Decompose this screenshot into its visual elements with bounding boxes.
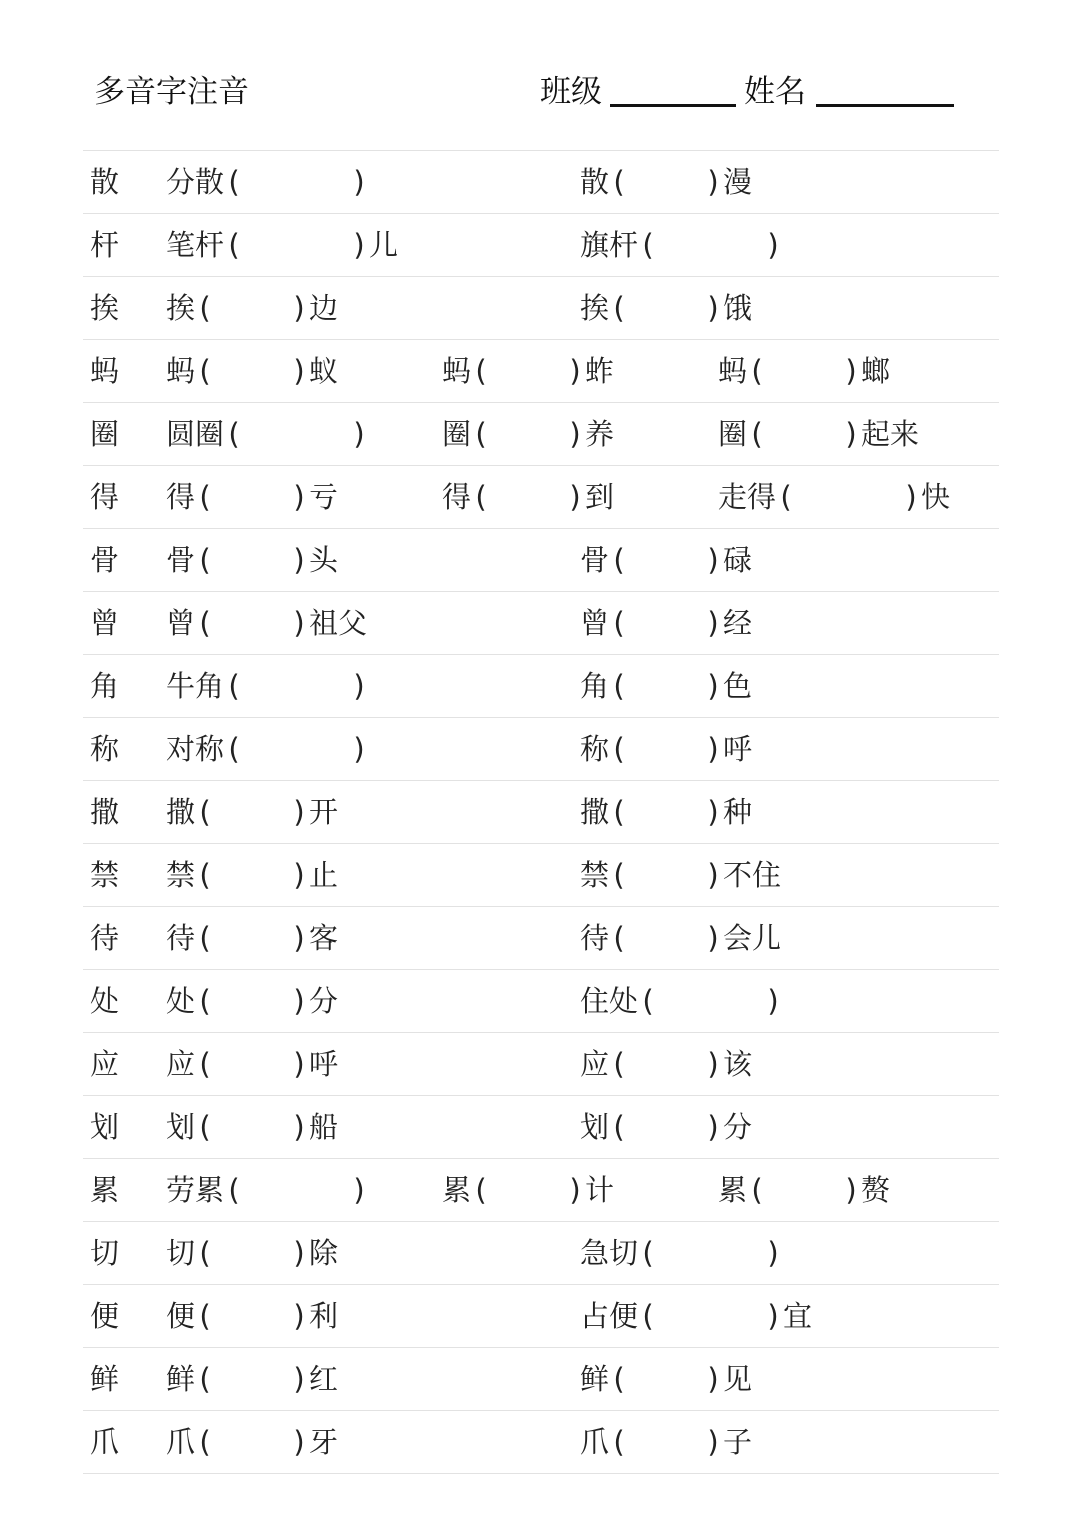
- phrase-suffix: 宜: [783, 1299, 813, 1333]
- phrase-suffix: 该: [723, 1047, 753, 1081]
- class-label: 班级: [540, 74, 602, 110]
- phrase-suffix: 色: [723, 669, 753, 703]
- phrase-prefix: 骨: [580, 543, 610, 577]
- row-character: 杆: [90, 228, 120, 262]
- phrase-item: 蚂 ( ) 蚁: [166, 354, 339, 388]
- table-row: [83, 1033, 999, 1096]
- phrase-prefix: 走得: [718, 480, 777, 514]
- phrase-prefix: 分散: [166, 165, 225, 199]
- phrase-item: 旗杆 ( ): [580, 228, 779, 262]
- phrase-item: 累 ( ) 计: [442, 1173, 615, 1207]
- phrase-item: 撒 ( ) 种: [580, 795, 753, 829]
- phrase-prefix: 曾: [580, 606, 610, 640]
- phrase-prefix: 待: [166, 921, 196, 955]
- phrase-item: 切 ( ) 除: [166, 1236, 339, 1270]
- phrase-prefix: 鲜: [166, 1362, 196, 1396]
- table-row: [83, 403, 999, 466]
- phrase-suffix: 儿: [369, 228, 399, 262]
- row-character: 待: [90, 921, 120, 955]
- row-character: 划: [90, 1110, 120, 1144]
- phrase-item: 圆圈 ( ): [166, 417, 365, 451]
- phrase-prefix: 急切: [580, 1236, 639, 1270]
- phrase-item: 圈 ( ) 起来: [718, 417, 920, 451]
- phrase-prefix: 应: [580, 1047, 610, 1081]
- phrase-item: 累 ( ) 赘: [718, 1173, 891, 1207]
- phrase-prefix: 得: [442, 480, 472, 514]
- phrase-item: 挨 ( ) 饿: [580, 291, 753, 325]
- table-row: [83, 1159, 999, 1222]
- phrase-prefix: 禁: [166, 858, 196, 892]
- table-row: [83, 1411, 999, 1474]
- phrase-prefix: 圈: [718, 417, 748, 451]
- table-row: [83, 718, 999, 781]
- phrase-item: 曾 ( ) 经: [580, 606, 753, 640]
- phrase-item: 称 ( ) 呼: [580, 732, 753, 766]
- phrase-suffix: 分: [309, 984, 339, 1018]
- table-row: [83, 151, 999, 214]
- phrase-suffix: 会儿: [723, 921, 782, 955]
- phrase-prefix: 挨: [580, 291, 610, 325]
- phrase-suffix: 到: [585, 480, 615, 514]
- phrase-item: 蚂 ( ) 蚱: [442, 354, 615, 388]
- phrase-prefix: 住处: [580, 984, 639, 1018]
- phrase-item: 应 ( ) 呼: [166, 1047, 339, 1081]
- phrase-item: 急切 ( ): [580, 1236, 779, 1270]
- phrase-prefix: 称: [580, 732, 610, 766]
- phrase-prefix: 劳累: [166, 1173, 225, 1207]
- row-character: 圈: [90, 417, 120, 451]
- phrase-item: 骨 ( ) 碌: [580, 543, 753, 577]
- phrase-item: 待 ( ) 客: [166, 921, 339, 955]
- row-character: 禁: [90, 858, 120, 892]
- phrase-suffix: 客: [309, 921, 339, 955]
- row-character: 骨: [90, 543, 120, 577]
- row-character: 切: [90, 1236, 120, 1270]
- phrase-suffix: 碌: [723, 543, 753, 577]
- table-row: [83, 340, 999, 403]
- phrase-prefix: 蚂: [442, 354, 472, 388]
- phrase-prefix: 旗杆: [580, 228, 639, 262]
- phrase-prefix: 牛角: [166, 669, 225, 703]
- phrase-item: 蚂 ( ) 螂: [718, 354, 891, 388]
- phrase-prefix: 笔杆: [166, 228, 225, 262]
- phrase-item: 应 ( ) 该: [580, 1047, 753, 1081]
- phrase-item: 走得 ( ) 快: [718, 480, 951, 514]
- phrase-suffix: 头: [309, 543, 339, 577]
- phrase-prefix: 圈: [442, 417, 472, 451]
- name-field[interactable]: [816, 104, 954, 107]
- phrase-prefix: 爪: [166, 1425, 196, 1459]
- phrase-suffix: 蚱: [585, 354, 615, 388]
- phrase-suffix: 边: [309, 291, 339, 325]
- phrase-item: 禁 ( ) 不住: [580, 858, 782, 892]
- row-character: 称: [90, 732, 120, 766]
- name-label: 姓名: [744, 74, 806, 110]
- phrase-prefix: 挨: [166, 291, 196, 325]
- phrase-prefix: 禁: [580, 858, 610, 892]
- phrase-suffix: 起来: [861, 417, 920, 451]
- phrase-prefix: 圆圈: [166, 417, 225, 451]
- phrase-suffix: 除: [309, 1236, 339, 1270]
- class-field[interactable]: [610, 104, 736, 107]
- page-title: 多音字注音: [94, 74, 249, 110]
- table-row: [83, 592, 999, 655]
- phrase-prefix: 累: [442, 1173, 472, 1207]
- phrase-prefix: 便: [166, 1299, 196, 1333]
- phrase-suffix: 快: [921, 480, 951, 514]
- row-character: 得: [90, 480, 120, 514]
- phrase-item: 划 ( ) 船: [166, 1110, 339, 1144]
- phrase-item: 鲜 ( ) 红: [166, 1362, 339, 1396]
- row-character: 累: [90, 1173, 120, 1207]
- phrase-suffix: 船: [309, 1110, 339, 1144]
- phrase-suffix: 饿: [723, 291, 753, 325]
- phrase-prefix: 骨: [166, 543, 196, 577]
- phrase-suffix: 止: [309, 858, 339, 892]
- phrase-suffix: 牙: [309, 1425, 339, 1459]
- phrase-suffix: 蚁: [309, 354, 339, 388]
- phrase-suffix: 养: [585, 417, 615, 451]
- phrase-item: 禁 ( ) 止: [166, 858, 339, 892]
- phrase-prefix: 得: [166, 480, 196, 514]
- table-row: [83, 277, 999, 340]
- phrase-prefix: 切: [166, 1236, 196, 1270]
- phrase-prefix: 对称: [166, 732, 225, 766]
- table-row: [83, 1285, 999, 1348]
- row-character: 撒: [90, 795, 120, 829]
- phrase-prefix: 处: [166, 984, 196, 1018]
- phrase-prefix: 累: [718, 1173, 748, 1207]
- table-row: [83, 529, 999, 592]
- phrase-prefix: 撒: [166, 795, 196, 829]
- row-character: 蚂: [90, 354, 120, 388]
- phrase-item: 爪 ( ) 牙: [166, 1425, 339, 1459]
- row-character: 挨: [90, 291, 120, 325]
- row-character: 散: [90, 165, 120, 199]
- phrase-prefix: 角: [580, 669, 610, 703]
- phrase-item: 分散 ( ): [166, 165, 365, 199]
- phrase-item: 占便 ( ) 宜: [580, 1299, 813, 1333]
- phrase-item: 划 ( ) 分: [580, 1110, 753, 1144]
- phrase-suffix: 呼: [723, 732, 753, 766]
- phrase-prefix: 撒: [580, 795, 610, 829]
- phrase-suffix: 赘: [861, 1173, 891, 1207]
- row-character: 角: [90, 669, 120, 703]
- phrase-prefix: 划: [580, 1110, 610, 1144]
- table-row: [83, 466, 999, 529]
- phrase-suffix: 见: [723, 1362, 753, 1396]
- phrase-item: 曾 ( ) 祖父: [166, 606, 368, 640]
- phrase-item: 得 ( ) 亏: [166, 480, 339, 514]
- phrase-item: 劳累 ( ): [166, 1173, 365, 1207]
- phrase-item: 处 ( ) 分: [166, 984, 339, 1018]
- phrase-prefix: 曾: [166, 606, 196, 640]
- phrase-suffix: 螂: [861, 354, 891, 388]
- phrase-item: 牛角 ( ): [166, 669, 365, 703]
- phrase-suffix: 不住: [723, 858, 782, 892]
- phrase-item: 挨 ( ) 边: [166, 291, 339, 325]
- phrase-item: 角 ( ) 色: [580, 669, 753, 703]
- phrase-suffix: 子: [723, 1425, 753, 1459]
- phrase-suffix: 红: [309, 1362, 339, 1396]
- phrase-prefix: 散: [580, 165, 610, 199]
- phrase-suffix: 开: [309, 795, 339, 829]
- phrase-item: 对称 ( ): [166, 732, 365, 766]
- row-character: 处: [90, 984, 120, 1018]
- table-row: [83, 1096, 999, 1159]
- phrase-item: 待 ( ) 会儿: [580, 921, 782, 955]
- phrase-prefix: 蚂: [166, 354, 196, 388]
- phrase-item: 鲜 ( ) 见: [580, 1362, 753, 1396]
- phrase-item: 骨 ( ) 头: [166, 543, 339, 577]
- table-row: [83, 1348, 999, 1411]
- phrase-item: 笔杆 ( ) 儿: [166, 228, 399, 262]
- phrase-prefix: 应: [166, 1047, 196, 1081]
- phrase-item: 圈 ( ) 养: [442, 417, 615, 451]
- polyphone-table: [83, 150, 999, 1474]
- table-row: [83, 781, 999, 844]
- phrase-item: 撒 ( ) 开: [166, 795, 339, 829]
- phrase-suffix: 种: [723, 795, 753, 829]
- row-character: 应: [90, 1047, 120, 1081]
- phrase-suffix: 分: [723, 1110, 753, 1144]
- phrase-prefix: 鲜: [580, 1362, 610, 1396]
- row-character: 爪: [90, 1425, 120, 1459]
- row-character: 曾: [90, 606, 120, 640]
- phrase-prefix: 划: [166, 1110, 196, 1144]
- table-row: [83, 907, 999, 970]
- phrase-item: 住处 ( ): [580, 984, 779, 1018]
- phrase-suffix: 祖父: [309, 606, 368, 640]
- row-character: 鲜: [90, 1362, 120, 1396]
- phrase-item: 散 ( ) 漫: [580, 165, 753, 199]
- table-row: [83, 1222, 999, 1285]
- table-row: [83, 970, 999, 1033]
- phrase-suffix: 经: [723, 606, 753, 640]
- phrase-item: 爪 ( ) 子: [580, 1425, 753, 1459]
- row-character: 便: [90, 1299, 120, 1333]
- phrase-suffix: 利: [309, 1299, 339, 1333]
- phrase-suffix: 呼: [309, 1047, 339, 1081]
- phrase-prefix: 蚂: [718, 354, 748, 388]
- phrase-item: 得 ( ) 到: [442, 480, 615, 514]
- phrase-suffix: 计: [585, 1173, 615, 1207]
- table-row: [83, 844, 999, 907]
- table-row: [83, 214, 999, 277]
- phrase-prefix: 爪: [580, 1425, 610, 1459]
- table-row: [83, 655, 999, 718]
- phrase-prefix: 占便: [580, 1299, 639, 1333]
- phrase-suffix: 漫: [723, 165, 753, 199]
- phrase-prefix: 待: [580, 921, 610, 955]
- phrase-suffix: 亏: [309, 480, 339, 514]
- phrase-item: 便 ( ) 利: [166, 1299, 339, 1333]
